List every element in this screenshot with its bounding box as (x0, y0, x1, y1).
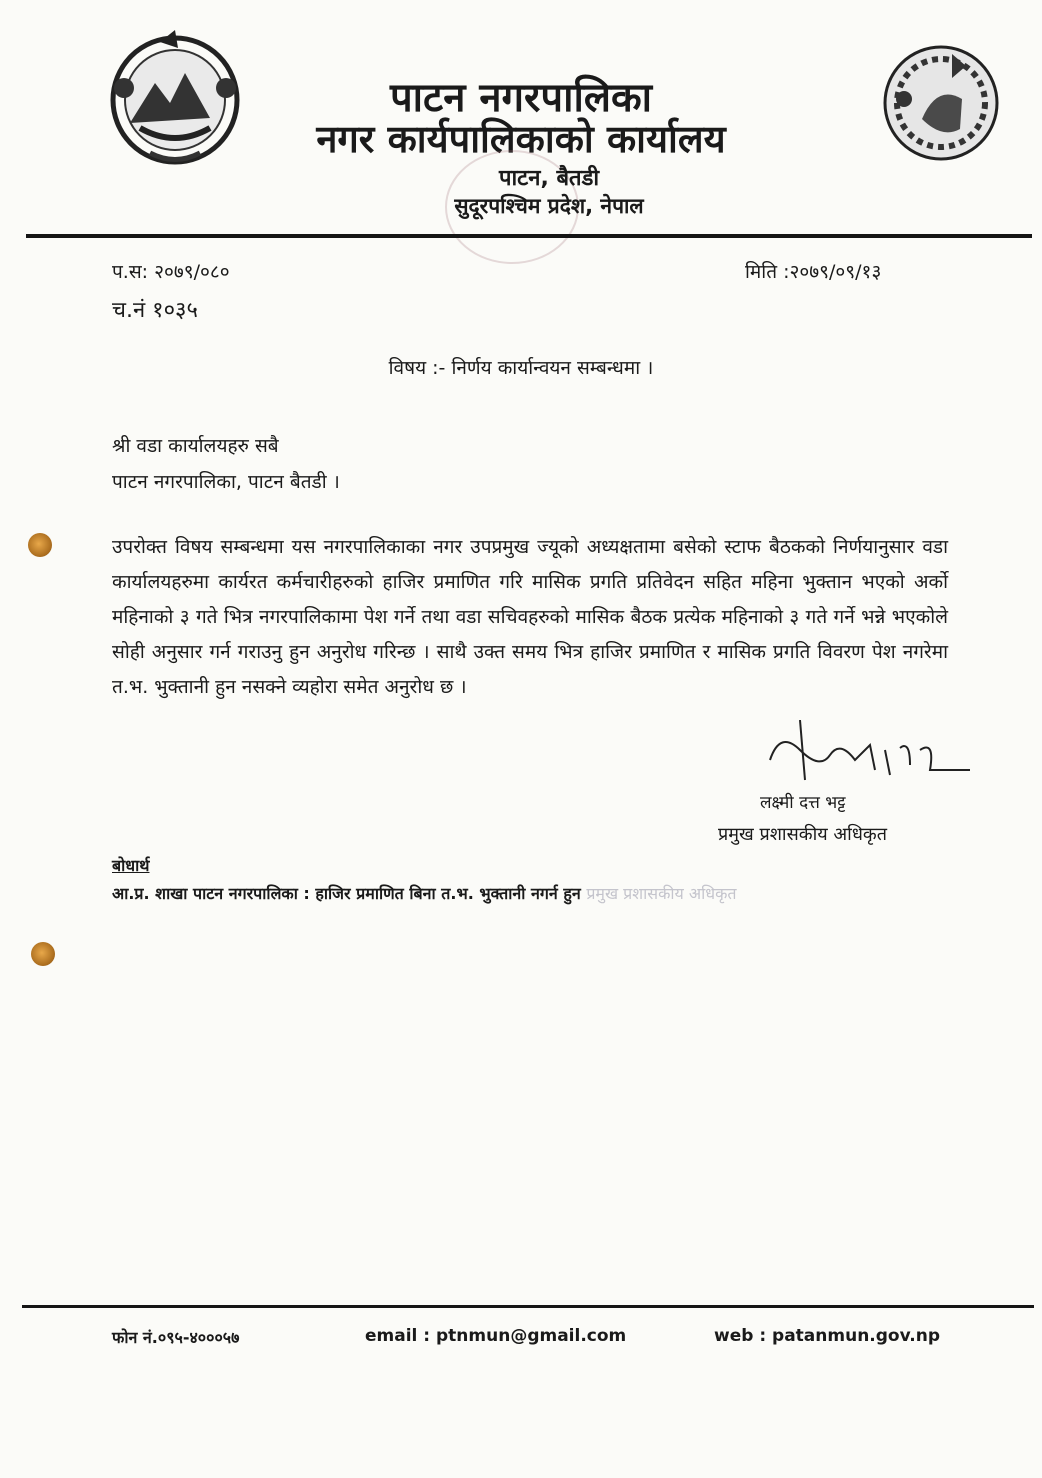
punch-hole (28, 533, 52, 557)
letter-body: उपरोक्त विषय सम्बन्धमा यस नगरपालिकाका नगर उपप्रमुख ज्यूको अध्यक्षतामा बसेको स्टाफ बैठकको निर्णयानुसार वडा कार्यालयहरुमा कार्यरत कर्मचारीहरुको हाजिर प्रमाणित गरि मासिक प्रगति प्रतिवेदन सहित महिना भुक्तान भएको अर्को महिनाको ३ गते भित्र नगरपालिकामा पेश गर्ने तथा वडा सचिवहरुको मासिक बैठक प्रत्येक महिनाको ३ गते गर्ने भन्ने भएकोले सोही अनुसार गर्न गराउनु हुन अनुरोध गरिन्छ । साथै उक्त समय भित्र हाजिर प्रमाणित र मासिक प्रगति विवरण पेश नगरेमा त.भ. भुक्तानी हुन नसक्ने व्यहोरा समेत अनुरोध छ । (112, 536, 948, 698)
punch-hole (31, 942, 55, 966)
office-name: पाटन नगरपालिका (389, 75, 653, 121)
addressee-line-1: श्री वडा कार्यालयहरु सबै (112, 435, 279, 457)
signatory-name: लक्ष्मी दत्त भट्ट (760, 793, 846, 813)
office-location: पाटन, बैतडी (498, 166, 600, 191)
header-divider (26, 234, 1032, 238)
reference-number: प.स: २०७९/०८० (112, 261, 230, 283)
footer-divider (22, 1305, 1034, 1308)
addressee-line-2: पाटन नगरपालिका, पाटन बैतडी । (112, 471, 340, 493)
footer-website[interactable]: web : patanmun.gov.np (714, 1326, 941, 1346)
footer-email[interactable]: email : ptnmun@gmail.com (365, 1326, 627, 1346)
cc-text: आ.प्र. शाखा पाटन नगरपालिका : हाजिर प्रमाणित बिना त.भ. भुक्तानी नगर्न हुन (112, 884, 581, 903)
letter-subject: विषय :- निर्णय कार्यान्वयन सम्बन्धमा । (388, 357, 654, 379)
handwritten-signature (760, 720, 980, 794)
cc-recipient (112, 882, 737, 904)
signatory-title: प्रमुख प्रशासकीय अधिकृत (718, 824, 887, 845)
dispatch-number: च.नं १०३५ (112, 298, 198, 323)
faded-overlap-text: प्रमुख प्रशासकीय अधिकृत (586, 884, 737, 903)
letter-date: मिति :२०७९/०९/१३ (745, 261, 882, 283)
office-subtitle: नगर कार्यपालिकाको कार्यालय (316, 117, 726, 161)
cc-heading: बोधार्थ (112, 856, 150, 875)
office-province: सुदूरपश्चिम प्रदेश, नेपाल (454, 194, 644, 218)
footer-phone: फोन नं.०९५-४०००५७ (112, 1328, 240, 1347)
